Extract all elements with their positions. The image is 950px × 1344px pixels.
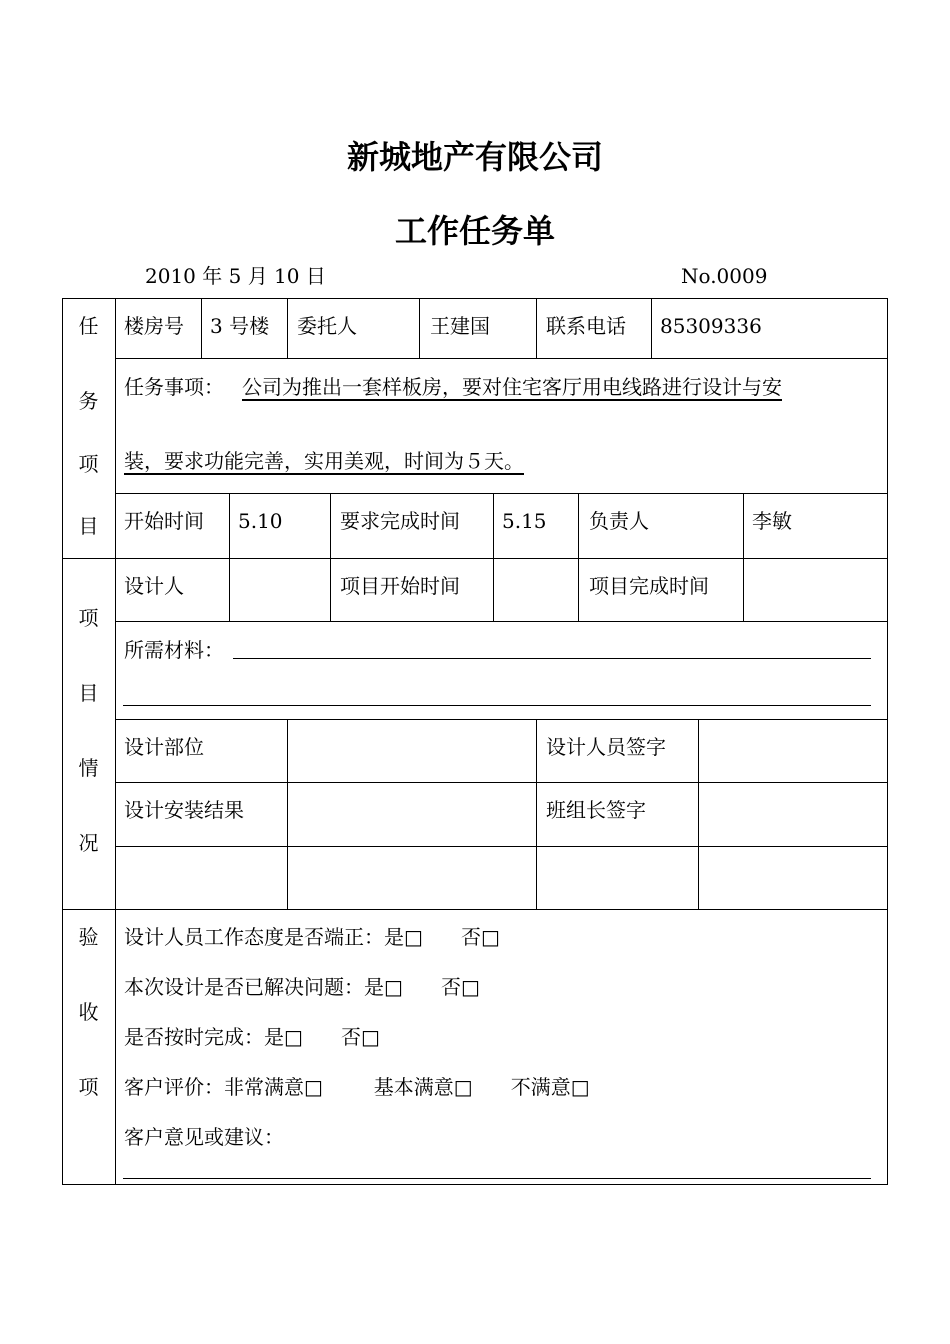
owner-label: 负责人	[589, 509, 649, 533]
phone-label: 联系电话	[546, 314, 626, 338]
materials-label: 所需材料：	[124, 638, 224, 662]
side-label-project-3: 情	[78, 756, 99, 780]
side-label-accept-1: 验	[78, 925, 99, 949]
customer-feedback-label: 客户意见或建议：	[124, 1125, 284, 1149]
designer-sign-label: 设计人员签字	[546, 735, 666, 759]
client-value: 王建国	[430, 314, 490, 338]
owner-value: 李敏	[752, 509, 792, 533]
design-part-label: 设计部位	[124, 735, 204, 759]
phone-value: 85309336	[660, 314, 762, 338]
form-number: No.0009	[681, 264, 768, 288]
side-label-project-1: 项	[78, 606, 99, 630]
due-label: 要求完成时间	[340, 509, 460, 533]
building-value: 3 号楼	[210, 314, 270, 338]
building-label: 楼房号	[124, 314, 184, 338]
start-value: 5.10	[238, 509, 283, 533]
side-label-task-2: 务	[78, 389, 99, 413]
matter-label: 任务事项：	[124, 375, 224, 399]
matter-line-2: 装，要求功能完善，实用美观，时间为５天。	[124, 449, 524, 473]
form-title: 工作任务单	[394, 212, 555, 250]
side-label-accept-2: 收	[78, 1000, 99, 1024]
form-date: 2010 年 5 月 10 日	[145, 264, 326, 288]
side-label-task-1: 任	[78, 314, 99, 338]
designer-label: 设计人	[124, 574, 184, 598]
project-start-label: 项目开始时间	[340, 574, 460, 598]
start-label: 开始时间	[124, 509, 204, 533]
customer-rating: 客户评价：非常满意□ 基本满意□ 不满意□	[124, 1075, 590, 1099]
company-name: 新城地产有限公司	[346, 138, 603, 176]
result-label: 设计安装结果	[124, 798, 244, 822]
question-attitude: 设计人员工作态度是否端正：是□ 否□	[124, 925, 500, 949]
due-value: 5.15	[502, 509, 547, 533]
question-solved: 本次设计是否已解决问题：是□ 否□	[124, 975, 480, 999]
side-label-task-3: 项	[78, 452, 99, 476]
client-label: 委托人	[297, 314, 357, 338]
side-label-task-4: 目	[78, 514, 99, 538]
side-label-accept-3: 项	[78, 1075, 99, 1099]
question-on-time: 是否按时完成：是□ 否□	[124, 1025, 380, 1049]
leader-sign-label: 班组长签字	[546, 798, 646, 822]
matter-line-1: 公司为推出一套样板房，要对住宅客厅用电线路进行设计与安	[242, 375, 782, 399]
side-label-project-2: 目	[78, 681, 99, 705]
side-label-project-4: 况	[78, 831, 99, 855]
project-end-label: 项目完成时间	[589, 574, 709, 598]
